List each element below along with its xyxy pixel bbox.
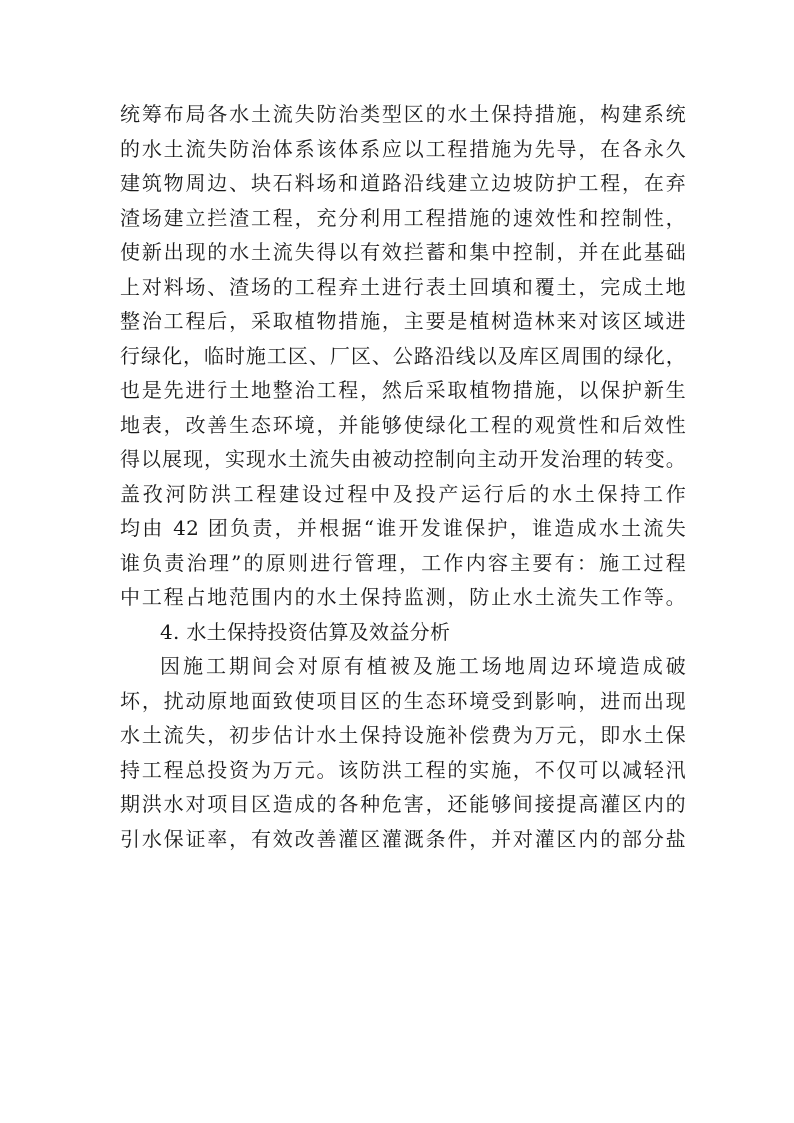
text-line: 渣场建立拦渣工程，充分利用工程措施的速效性和控制性，	[120, 205, 686, 230]
text-line: 整治工程后，采取植物措施，主要是植树造林来对该区域进	[120, 309, 686, 333]
text-line: 上对料场、渣场的工程弃土进行表土回填和覆土，完成土地	[120, 274, 686, 299]
text-line: 引水保证率，有效改善灌区灌溉条件，并对灌区内的部分盐	[120, 826, 686, 851]
text-line: 中工程占地范围内的水土保持监测，防止水土流失工作等。	[120, 585, 686, 609]
body-text	[120, 97, 700, 856]
text-line: 坏，扰动原地面致使项目区的生态环境受到影响，进而出现	[120, 688, 686, 713]
text-line: 的水土流失防治体系该体系应以工程措施为先导，在各永久	[120, 136, 686, 161]
text-line: 统筹布局各水土流失防治类型区的水土保持措施，构建系统	[120, 102, 686, 126]
text-line: 地表，改善生态环境，并能够使绿化工程的观赏性和后效性	[120, 412, 686, 437]
section-heading: 4. 水土保持投资估算及效益分析	[160, 619, 451, 644]
text-line: 得以展现，实现水土流失由被动控制向主动开发治理的转变。	[120, 447, 686, 471]
text-line: 也是先进行土地整治工程，然后采取植物措施，以保护新生	[120, 378, 686, 402]
text-line: 期洪水对项目区造成的各种危害，还能够间接提高灌区内的	[120, 792, 686, 816]
text-line: 谁负责治理”的原则进行管理，工作内容主要有：施工过程	[120, 550, 686, 575]
text-line: 因施工期间会对原有植被及施工场地周边环境造成破	[160, 654, 686, 678]
text-line: 行绿化，临时施工区、厂区、公路沿线以及库区周围的绿化，	[120, 343, 686, 368]
text-line: 均由 42 团负责，并根据“谁开发谁保护，谁造成水土流失	[120, 516, 686, 540]
text-line: 持工程总投资为万元。该防洪工程的实施，不仅可以减轻汛	[120, 757, 686, 782]
text-line: 使新出现的水土流失得以有效拦蓄和集中控制，并在此基础	[120, 240, 686, 264]
text-line: 水土流失，初步估计水土保持设施补偿费为万元，即水土保	[120, 723, 686, 747]
text-line: 建筑物周边、块石料场和道路沿线建立边坡防护工程，在弃	[120, 171, 686, 195]
text-line: 盖孜河防洪工程建设过程中及投产运行后的水土保持工作	[120, 481, 686, 506]
